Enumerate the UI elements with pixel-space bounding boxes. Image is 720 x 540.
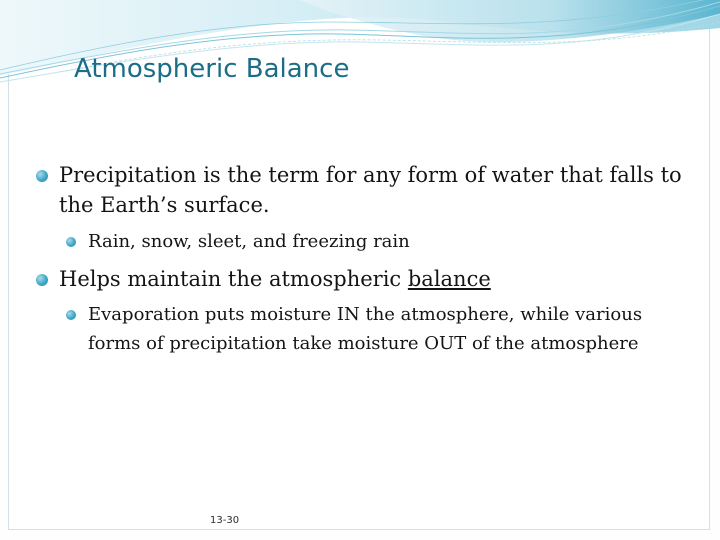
bullet-dot-icon	[66, 310, 76, 320]
sub-bullet-text: Rain, snow, sleet, and freezing rain	[88, 231, 410, 252]
bullet-item	[36, 264, 684, 294]
sub-bullet-item	[66, 300, 684, 358]
slide-title: Atmospheric Balance	[74, 54, 350, 84]
sub-bullet-item	[66, 227, 684, 256]
bullet-dot-icon	[36, 170, 48, 182]
bullet-text: Precipitation is the term for any form of water that falls to the Earth’s surface.	[59, 163, 682, 217]
underlined-term: balance	[407, 267, 491, 291]
sub-bullet-text: Evaporation puts moisture IN the atmosphere, while various forms of precipitation take moisture OUT of the atmosphere	[88, 304, 643, 354]
slide-content	[36, 160, 684, 358]
bullet-text: Helps maintain the atmospheric	[59, 267, 408, 291]
slide-number: 13-30	[210, 515, 240, 526]
bullet-item	[36, 160, 684, 220]
bullet-dot-icon	[66, 237, 76, 247]
bullet-dot-icon	[36, 274, 48, 286]
